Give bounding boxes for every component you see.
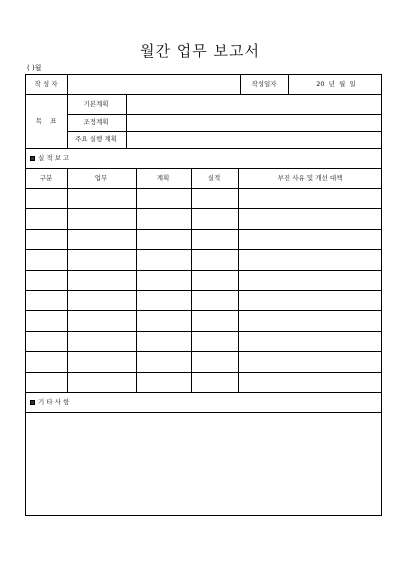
row-divider [26, 412, 381, 413]
table-row [26, 229, 381, 230]
row-divider [26, 188, 381, 189]
col-header-actual: 실적 [207, 174, 221, 182]
page-title: 월간 업무 보고서 [140, 42, 260, 60]
goal-row-main-plan: 주요 실행 계획 [75, 135, 117, 143]
table-row [26, 351, 381, 352]
table-row [26, 310, 381, 311]
writer-label: 작 성 자 [34, 80, 58, 88]
col-header-plan: 계획 [156, 174, 170, 182]
col-divider [191, 168, 192, 392]
date-label: 작성일자 [251, 80, 277, 88]
col-divider [240, 75, 241, 94]
table-row [26, 331, 381, 332]
goal-label: 목 표 [35, 117, 57, 125]
other-section-label: 기 타 사 항 [30, 399, 69, 406]
row-divider [67, 131, 381, 132]
row-divider [67, 114, 381, 115]
date-value: 20 년 월 일 [316, 80, 356, 88]
report-form [25, 74, 382, 516]
goal-row-adjusted: 조정계획 [83, 118, 109, 126]
col-divider [238, 168, 239, 392]
col-header-task: 업무 [94, 174, 108, 182]
table-row [26, 270, 381, 271]
section-square-icon [30, 156, 35, 161]
row-divider [26, 148, 381, 149]
row-divider [26, 392, 381, 393]
col-divider [136, 168, 137, 392]
table-row [26, 372, 381, 373]
col-divider [288, 75, 289, 94]
table-row [26, 249, 381, 250]
results-section-label: 실 적 보 고 [30, 155, 69, 162]
section-square-icon [30, 400, 35, 405]
col-divider [67, 168, 68, 392]
col-divider [126, 94, 127, 148]
col-divider [67, 94, 68, 148]
col-header-category: 구분 [39, 174, 53, 182]
row-divider [26, 94, 381, 95]
row-divider [26, 168, 381, 169]
table-row [26, 208, 381, 209]
col-divider [67, 75, 68, 94]
table-row [26, 290, 381, 291]
col-header-remedy: 부진 사유 및 개선 대책 [277, 174, 343, 182]
goal-row-basic: 기본계획 [83, 100, 109, 108]
month-label: ( )월 [27, 64, 42, 72]
